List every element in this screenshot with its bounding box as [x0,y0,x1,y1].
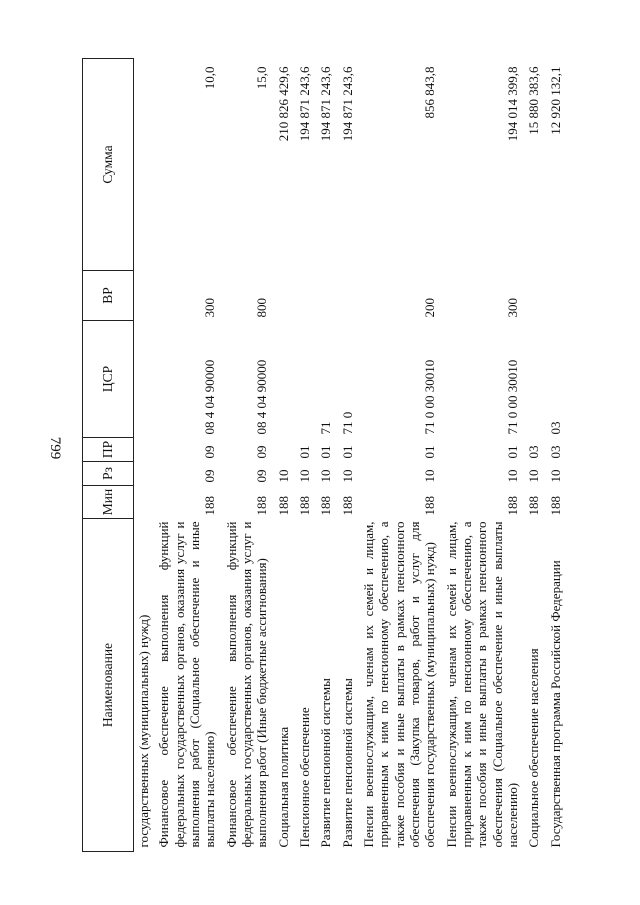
row-vr [545,271,566,321]
row-pr: 03 [526,445,542,459]
page-number: 799 [47,436,63,460]
row-min: 188 [504,496,520,516]
row-min: 188 [254,496,270,516]
row-csr [134,321,154,438]
row-min [134,486,154,519]
row-csr: 71 [318,421,334,435]
row-pr: 01 [296,445,312,459]
row-rz: 10 [318,469,334,483]
row-vr [523,271,544,321]
row-name: Развитие пенсионной системы [318,678,334,848]
row-sum: 10,0 [202,66,218,90]
table-row [273,59,294,852]
row-rz: 10 [547,469,563,483]
row-vr: 800 [254,298,270,318]
table-row [523,59,544,852]
table-row [358,59,441,852]
row-csr: 08 4 04 90000 [254,359,270,435]
row-csr: 71 0 00 30010 [504,359,520,435]
row-vr: 200 [422,298,438,318]
table-row [153,59,220,852]
row-vr [315,271,336,321]
row-name: Пенсионное обеспечение [296,707,312,848]
table-header [83,59,134,852]
row-rz: 10 [275,469,291,483]
row-sum: 15 880 383,6 [526,66,542,135]
row-rz: 10 [422,469,438,483]
row-min: 188 [339,496,355,516]
row-pr: 01 [339,445,355,459]
row-csr: 03 [547,421,563,435]
header-min: Мин [83,486,134,519]
budget-table [82,58,566,852]
row-csr: 71 0 00 30010 [422,359,438,435]
row-pr [134,438,154,462]
header-rz: Рз [83,462,134,486]
table-row [294,59,315,852]
header-name: Наименование [83,519,134,852]
row-min: 188 [422,496,438,516]
row-sum: 194 871 243,6 [296,66,312,142]
row-sum: 194 014 399,8 [504,66,520,142]
table-row [315,59,336,852]
row-pr: 01 [504,445,520,459]
row-name: Развитие пенсионной системы [339,678,355,848]
row-min: 188 [296,496,312,516]
row-name: Государственная программа Российской Федерации [547,560,563,848]
row-sum: 194 871 243,6 [339,66,355,142]
row-sum [134,59,154,271]
row-name: государственных (муниципальных) нужд) [136,614,151,848]
table-row [545,59,566,852]
row-rz [134,462,154,486]
header-vr: ВР [83,271,134,321]
row-min: 188 [526,496,542,516]
row-rz: 10 [339,469,355,483]
row-pr: 09 [202,445,218,459]
budget-table-page [82,59,610,852]
row-csr: 08 4 04 90000 [202,359,218,435]
row-min: 188 [318,496,334,516]
row-min: 188 [202,496,218,516]
row-name: Финансовое обеспечение выполнения функций федеральных государственных органов, оказания услуг и выполнения работ (Социальное обеспечение и иные выплаты населению) [156,521,218,848]
table-row [134,59,154,852]
row-pr: 09 [254,445,270,459]
row-sum: 856 843,8 [422,66,438,119]
row-rz: 10 [504,469,520,483]
row-rz: 09 [254,469,270,483]
row-min: 188 [275,496,291,516]
row-sum: 12 920 132,1 [547,66,563,135]
row-name: Социальное обеспечение населения [526,648,542,848]
table-row [221,59,273,852]
row-sum: 15,0 [254,66,270,90]
header-pr: ПР [83,438,134,462]
row-csr [523,321,544,438]
table-row [337,59,358,852]
row-sum: 194 871 243,6 [318,66,334,142]
row-vr [294,271,315,321]
row-vr [337,271,358,321]
row-name: Пенсии военнослужащим, членам их семей и лицам, приравненным к ним по пенсионному обеспечению, а также пособия и иные выплаты в рамках пенсионного обеспечения (Закупка товаров, работ и услуг для обеспечения государственных (муниципальных) нужд) [360,521,438,848]
table-row [441,59,524,852]
row-vr [134,271,154,321]
row-name: Социальная политика [275,726,291,848]
row-csr: 71 0 [339,411,355,435]
row-sum: 210 826 429,6 [275,66,291,142]
row-csr [294,321,315,438]
row-name: Финансовое обеспечение выполнения функций федеральных государственных органов, оказания услуг и выполнения работ (Иные бюджетные ассигнования) [223,521,270,848]
row-rz: 10 [526,469,542,483]
header-csr: ЦСР [83,321,134,438]
row-min: 188 [547,496,563,516]
row-pr: 01 [422,445,438,459]
row-vr [273,271,294,321]
row-vr: 300 [504,298,520,318]
row-pr: 03 [547,445,563,459]
row-pr [273,438,294,462]
row-rz: 09 [202,469,218,483]
row-vr: 300 [202,298,218,318]
header-sum: Сумма [83,59,134,271]
row-rz: 10 [296,469,312,483]
row-pr: 01 [318,445,334,459]
row-name: Пенсии военнослужащим, членам их семей и лицам, приравненным к ним по пенсионному обеспечению, а также пособия и иные выплаты в рамках пенсионного обеспечения (Социальное обеспечение и иные выплаты населению) [443,521,520,848]
row-csr [273,321,294,438]
